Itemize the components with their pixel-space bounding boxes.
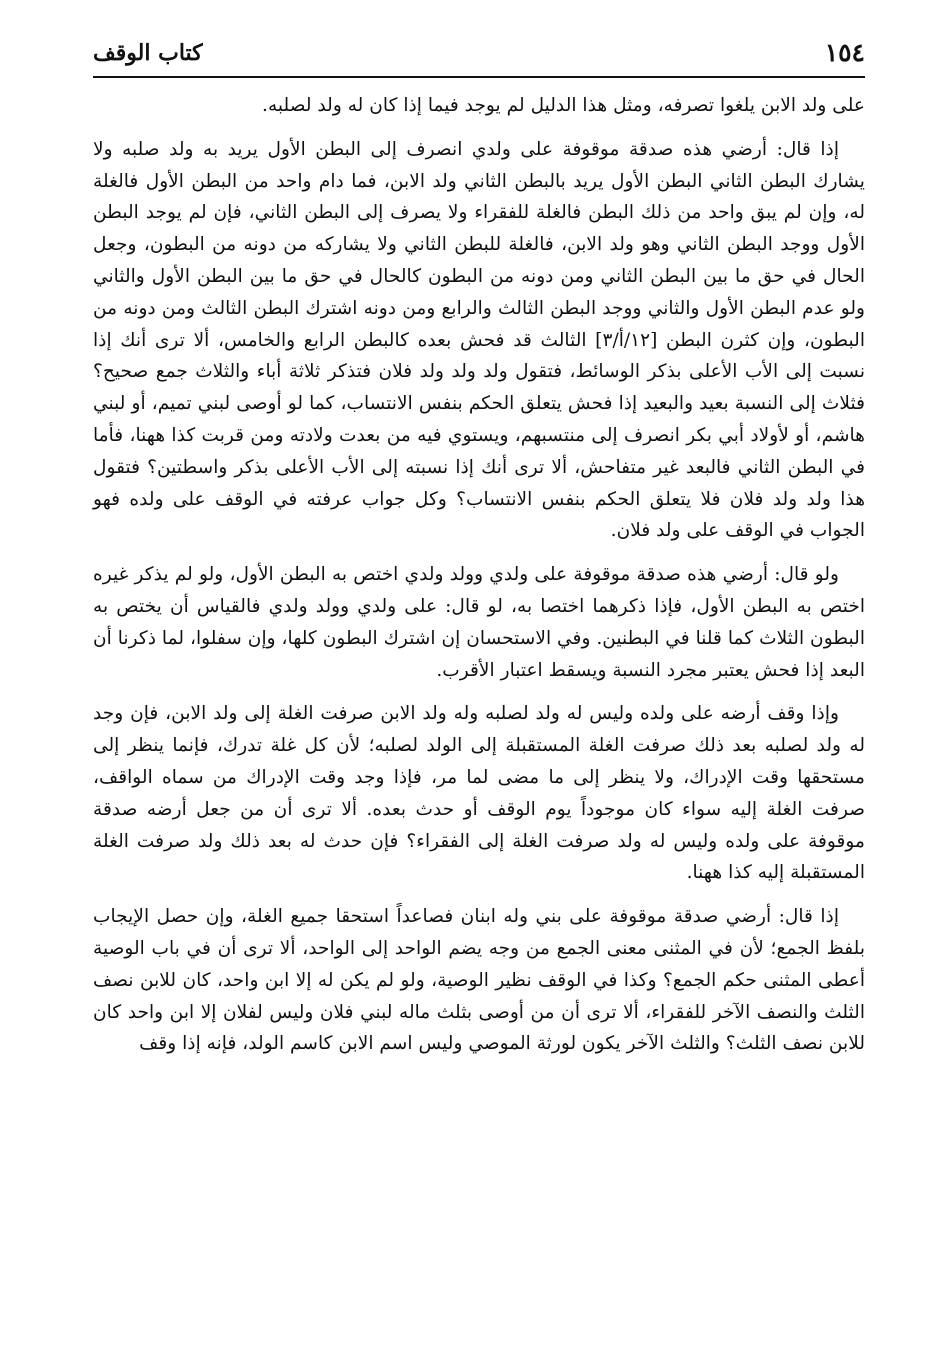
- paragraph-children-and-grandchildren: ولو قال: أرضي هذه صدقة موقوفة على ولدي وولد ولدي اختص به البطن الأول، ولو لم يذكر غيره اختص به البطن الأول، فإذا ذكرهما اختصا به، لو قال: على ولدي وولد ولدي فالقياس أن يختص به البطون الثلاث كما قلنا في البطنين. وفي الاستحسان إن اشترك البطون كلها، وإن سفلوا، لما ذكرنا أن البعد إذا فحش يعتبر مجرد النسبة ويسقط اعتبار الأقرب.: [93, 564, 865, 681]
- body-text: [93, 90, 865, 1060]
- running-header: [93, 30, 865, 78]
- paragraph-sons-endowment: إذا قال: أرضي صدقة موقوفة على بني وله ابنان فصاعداً استحقا جميع الغلة، وإن حصل الإيجاب بلفظ الجمع؛ لأن في المثنى معنى الجمع من وجه يضم الواحد إلى الواحد، ألا ترى أن في باب الوصية أعطى المثنى حكم الجمع؟ وكذا في الوقف نظير الوصية، ولو لم يكن له إلا ابن واحد، كان للابن نصف الثلث والنصف الآخر للفقراء، ألا ترى أن من أوصى بثلث ماله لبني فلان وليس لفلان إلا ابن واحد كان للابن نصف الثلث؟ والثلث الآخر يكون لورثة الموصي وليس اسم الابن كاسم الولد، فإنه إذا وقف: [93, 906, 865, 1055]
- paragraph-grandson-income: وإذا وقف أرضه على ولده وليس له ولد لصلبه وله ولد الابن صرفت الغلة إلى ولد الابن، فإن وجد له ولد لصلبه بعد ذلك صرفت الغلة المستقبلة إلى الولد لصلبه؛ لأن كل غلة تدرك، فإنما ينظر إلى مستحقها وقت الإدراك، ولا ينظر إلى ما مضى لما مر، فإذا وجد وقت الإدراك من سماه الواقف، صرفت الغلة إليه سواء كان موجوداً يوم الوقف أو حدث بعده. ألا ترى أن من جعل أرضه صدقة موقوفة على ولده وليس له ولد صرفت الغلة إلى الفقراء؟ فإن حدث له بعد ذلك ولد صرفت الغلة المستقبلة إليه كذا ههنا.: [93, 703, 865, 884]
- book-page: [93, 30, 865, 1350]
- book-title: كتاب الوقف: [93, 40, 203, 66]
- paragraph-continuation: على ولد الابن يلغوا تصرفه، ومثل هذا الدليل لم يوجد فيما إذا كان له ولد لصلبه.: [262, 95, 865, 116]
- paragraph-first-generation: إذا قال: أرضي هذه صدقة موقوفة على ولدي انصرف إلى البطن الأول يريد به ولد صلبه ولا يشارك البطن الثاني البطن الأول يريد بالبطن الثاني ولد الابن، فما دام واحد من البطن الأول فالغلة له، وإن لم يبق واحد من ذلك البطن فالغلة للفقراء ولا يصرف إلى البطن الثاني، فإن لم يوجد البطن الأول ووجد البطن الثاني وهو ولد الابن، فالغلة للبطن الثاني ولا يشاركه من دونه من البطون، وجعل الحال في حق ما بين البطن الثاني ومن دونه من البطون كالحال في حق ما بين البطن الأول والثاني ولو عدم البطن الأول والثاني ووجد البطن الثالث والرابع ومن دونه اشترك البطن الثالث ومن دونه من البطون، وإن كثرن البطن [١٢/أ/٣] الثالث قد فحش بعده كالبطن الرابع والخامس، ألا ترى أنك إذا نسبت إلى الأب الأعلى بذكر الوسائط، فتقول ولد ولد ولد فلان فتذكر ثلاثة أباء والثلاث جمع صحيح؟ فثلاث إلى النسبة بعيد والبعيد إذا فحش يتعلق الحكم بنفس الانتساب، كما لو أوصى لبني تميم، أو لبني هاشم، أو لأولاد أبي بكر انصرف إلى منتسبهم، ويستوي فيه من بعدت ولادته ومن قربت كذا ههنا، فأما في البطن الثاني فالبعد غير متفاحش، ألا ترى أنك إذا نسبته إلى الأب الأعلى بذكر واسطتين؟ فتقول هذا ولد ولد فلان فلا يتعلق الحكم بنفس الانتساب؟ وكل جواب عرفته في الوقف على ولده فهو الجواب في الوقف على ولد فلان.: [93, 138, 865, 542]
- page-number: ١٥٤: [824, 38, 865, 67]
